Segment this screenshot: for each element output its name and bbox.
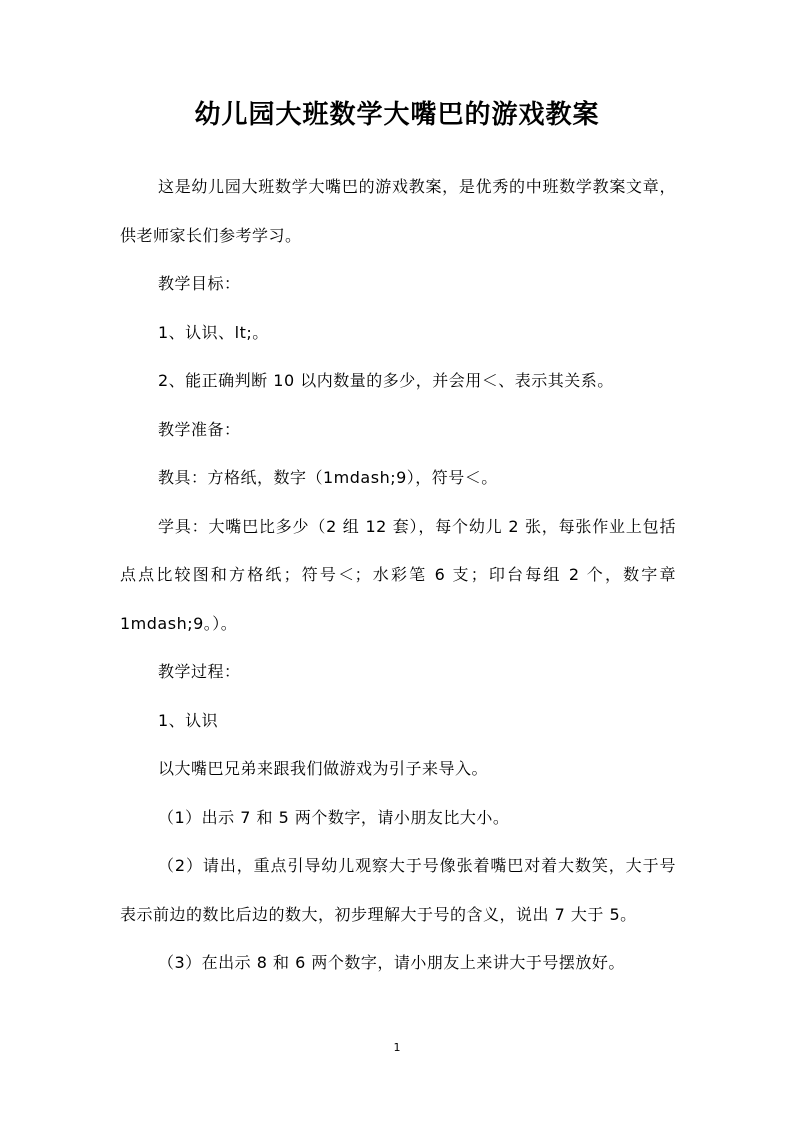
learning-aids-paragraph: 学具：大嘴巴比多少（2 组 12 套），每个幼儿 2 张，每张作业上包括点点比较图和方格纸；符号＜；水彩笔 6 支；印台每组 2 个，数字章 1mdash;9。）。 <box>120 516 676 633</box>
process-substep-3: （3）在出示 8 和 6 两个数字，请小朋友上来讲大于号摆放好。 <box>158 953 625 972</box>
goal-item-1: 1、认识、lt;。 <box>158 322 269 342</box>
goal-item-2: 2、能正确判断 10 以内数量的多少，并会用＜、表示其关系。 <box>158 371 614 390</box>
process-substep-1: （1）出示 7 和 5 两个数字，请小朋友比大小。 <box>158 807 510 827</box>
document-title: 幼儿园大班数学大嘴巴的游戏教案 <box>194 100 600 130</box>
process-substep-2: （2）请出，重点引导幼儿观察大于号像张着嘴巴对着大数笑，大于号表示前边的数比后边的数大，初步理解大于号的含义，说出 7 大于 5。 <box>120 856 676 924</box>
teaching-aids-paragraph: 教具：方格纸，数字（1mdash;9），符号＜。 <box>158 468 498 487</box>
process-step-1: 1、认识 <box>158 710 219 730</box>
intro-paragraph: 这是幼儿园大班数学大嘴巴的游戏教案，是优秀的中班数学教案文章，供老师家长们参考学习。 <box>120 177 676 245</box>
teaching-preparation-heading: 教学准备： <box>158 419 241 439</box>
page-number: 1 <box>393 1041 401 1054</box>
teaching-goals-heading: 教学目标： <box>158 274 241 293</box>
document-body <box>120 163 676 988</box>
teaching-process-heading: 教学过程： <box>158 662 241 681</box>
introduction-paragraph: 以大嘴巴兄弟来跟我们做游戏为引子来导入。 <box>158 759 489 778</box>
